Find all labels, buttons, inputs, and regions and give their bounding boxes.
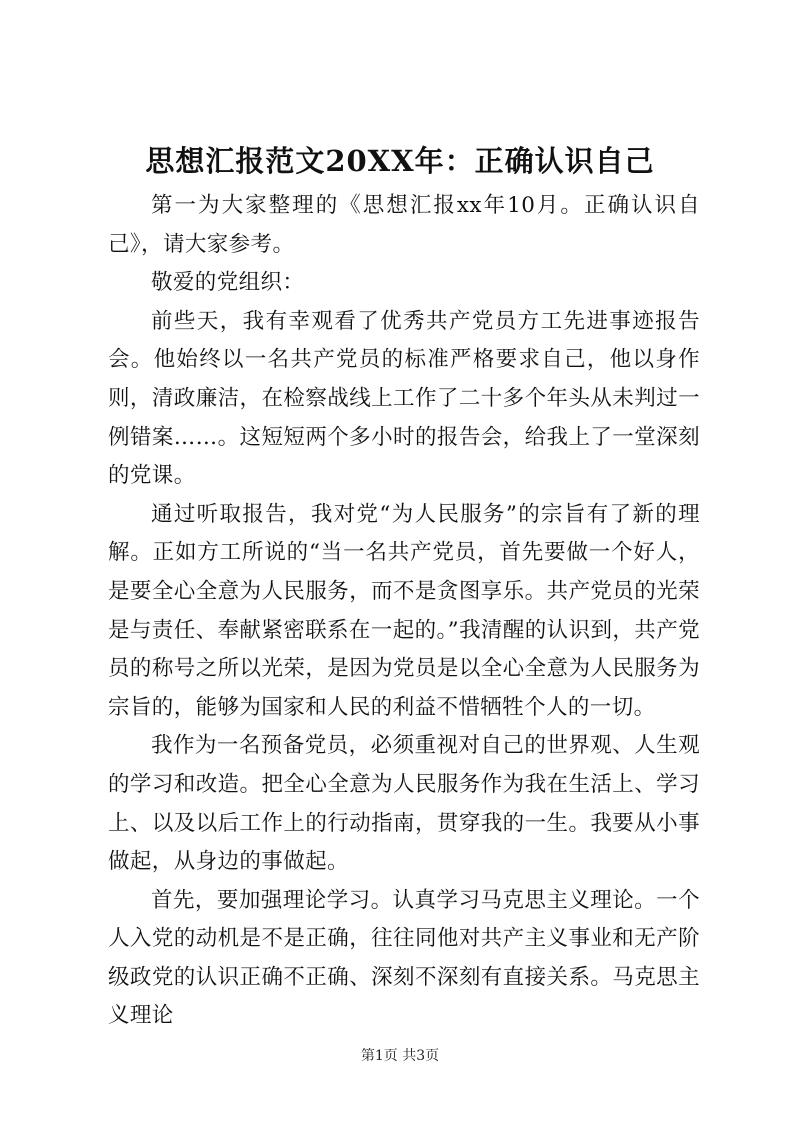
body-paragraph: 首先，要加强理论学习。认真学习马克思主义理论。一个人入党的动机是不是正确，往往同他对共产主义事业和无产阶级政党的认识正确不正确、深刻不深刻有直接关系。马克思主义理论 — [108, 887, 700, 1029]
document-title: 思想汇报范文20XX年：正确认识自己 — [145, 144, 655, 178]
body-paragraph: 我作为一名预备党员，必须重视对自己的世界观、人生观的学习和改造。把全心全意为人民服务作为我在生活上、学习上、以及以后工作上的行动指南，贯穿我的一生。我要从小事做起，从身边的事做起。 — [108, 733, 700, 875]
salutation-paragraph: 敬爱的党组织： — [151, 270, 305, 296]
body-paragraph: 前些天，我有幸观看了优秀共产党员方工先进事迹报告会。他始终以一名共产党员的标准严格要求自己，他以身作则，清政廉洁，在检察战线上工作了二十多个年头从未判过一例错案……。这短短两个多小时的报告会，给我上了一堂深刻的党课。 — [108, 308, 700, 489]
document-body — [108, 187, 700, 1036]
intro-paragraph: 第一为大家整理的《思想汇报xx年10月。正确认识自己》，请大家参考。 — [108, 193, 700, 257]
page-footer — [0, 1046, 800, 1066]
page-number-label: 第1页 共3页 — [360, 1048, 440, 1064]
body-paragraph: 通过听取报告，我对党“为人民服务”的宗旨有了新的理解。正如方工所说的“当一名共产党员，首先要做一个好人，是要全心全意为人民服务，而不是贪图享乐。共产党员的光荣是与责任、奉献紧密联系在一起的。”我清醒的认识到，共产党员的称号之所以光荣，是因为党员是以全心全意为人民服务为宗旨的，能够为国家和人民的利益不惜牺牲个人的一切。 — [108, 501, 700, 720]
